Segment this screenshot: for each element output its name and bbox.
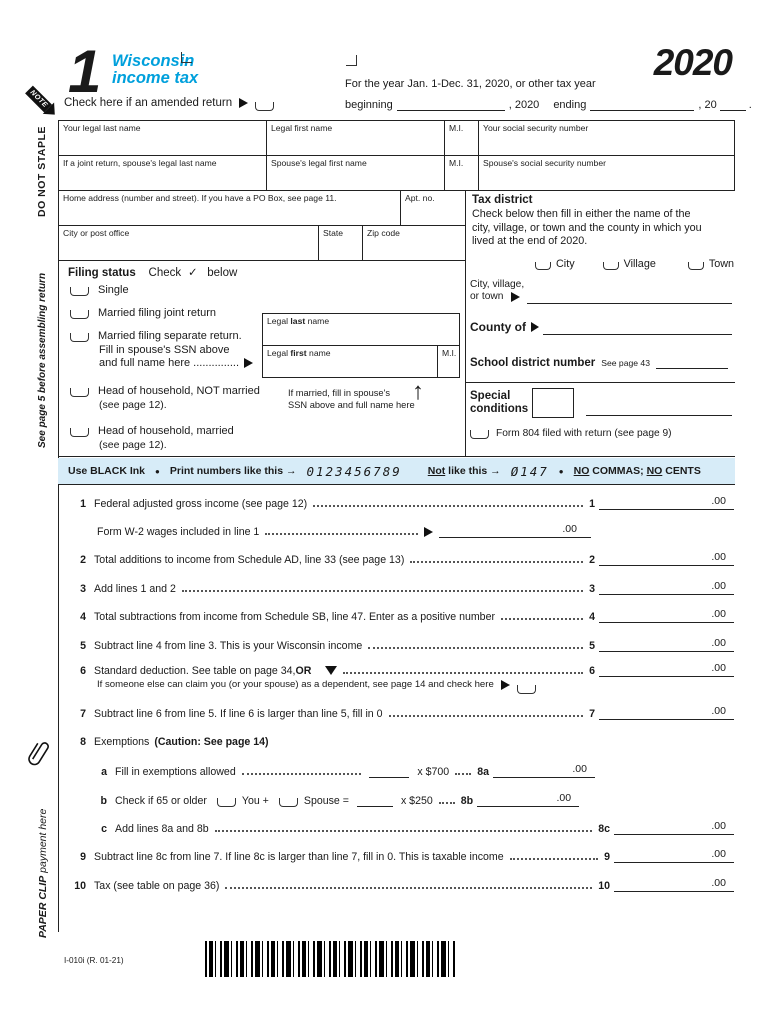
form-804-row: Form 804 filed with return (see page 9) xyxy=(470,428,672,439)
dot-leader xyxy=(265,533,418,535)
married-separate-checkbox[interactable] xyxy=(70,333,89,342)
line-w2-row: Form W-2 wages included in line 1 .00 xyxy=(97,523,591,538)
spouse-box-mi-field[interactable]: M.I. xyxy=(442,348,457,358)
line-8c-row: c Add lines 8a and 8b 8c .00 xyxy=(97,820,734,835)
pointer-right-icon xyxy=(531,322,539,332)
line-8a-amount-field[interactable]: .00 xyxy=(493,763,595,778)
dot-leader xyxy=(410,561,583,563)
line-8a-row: a Fill in exemptions allowed x $700 8a .00 xyxy=(97,763,595,778)
line-8b-row: b Check if 65 or older You + Spouse = x $250 8b .00 xyxy=(97,792,595,807)
status-hoh1-note: (see page 12). xyxy=(99,399,167,411)
spouse-last-name-field[interactable]: If a joint return, spouse's legal last name xyxy=(63,158,217,168)
dot-leader xyxy=(225,887,592,889)
sample-digits: 0123456789 xyxy=(306,463,402,479)
spouse-first-name-field[interactable]: Spouse's legal first name xyxy=(271,158,367,168)
dot-leader xyxy=(455,773,471,775)
line-3-row: 3 Add lines 1 and 2 3 .00 xyxy=(70,580,734,595)
pointer-right-icon xyxy=(424,527,433,537)
married-joint-checkbox[interactable] xyxy=(70,310,89,319)
pointer-right-icon xyxy=(511,292,520,302)
line-6-row: 6 Standard deduction. See table on page 34, OR 6 .00 xyxy=(70,662,734,677)
amended-return-checkbox[interactable] xyxy=(255,102,274,111)
corner-mark-right xyxy=(346,55,357,66)
triangle-down-icon xyxy=(325,666,337,675)
dot-leader xyxy=(182,590,583,592)
pointer-right-icon xyxy=(501,680,510,690)
paperclip-icon xyxy=(25,736,54,770)
last-name-field[interactable]: Your legal last name xyxy=(63,123,141,133)
apt-no-field[interactable]: Apt. no. xyxy=(405,193,435,203)
dot-leader xyxy=(501,618,583,620)
line-1-row: 1 Federal adjusted gross income (see page 12) 1 .00 xyxy=(70,495,734,510)
cvt-label: City, village, or town xyxy=(470,279,525,302)
spouse-box-last-field[interactable]: Legal last name xyxy=(267,316,330,326)
district-village-checkbox[interactable] xyxy=(603,262,619,270)
form-804-checkbox[interactable] xyxy=(470,430,489,439)
first-name-field[interactable]: Legal first name xyxy=(271,123,333,133)
pointer-right-icon xyxy=(239,98,248,108)
line-4-amount-field[interactable]: .00 xyxy=(599,608,734,623)
w2-wages-field[interactable]: .00 xyxy=(439,523,591,538)
status-hoh2-row: Head of household, married xyxy=(70,425,234,437)
ssn-field[interactable]: Your social security number xyxy=(483,123,589,133)
form-left-border xyxy=(58,120,59,932)
line-9-row: 9 Subtract line 8c from line 7. If line 8c is larger than line 7, fill in 0. This is taxable income 9 .00 xyxy=(70,848,734,863)
city-field[interactable]: City or post office xyxy=(63,228,130,238)
district-type-row: City Village Town xyxy=(535,258,734,270)
county-field[interactable] xyxy=(543,322,732,335)
line-5-amount-field[interactable]: .00 xyxy=(599,637,734,652)
spouse-mi-field[interactable]: M.I. xyxy=(449,158,464,168)
spouse-box-first-field[interactable]: Legal first name xyxy=(267,348,331,358)
line-7-amount-field[interactable]: .00 xyxy=(599,705,734,720)
county-row: County of xyxy=(470,320,539,334)
mi-field[interactable]: M.I. xyxy=(449,123,464,133)
hoh-married-checkbox[interactable] xyxy=(70,428,89,437)
age-65-spouse-checkbox[interactable] xyxy=(279,798,298,807)
married-fill-note: If married, fill in spouse's SSN above and full name here xyxy=(288,388,415,410)
line-5-row: 5 Subtract line 4 from line 3. This is your Wisconsin income 5 .00 xyxy=(70,637,734,652)
filing-status-title-row: Filing status Check ✓ below xyxy=(68,267,238,279)
up-arrow-icon: ↑ xyxy=(412,378,424,405)
beginning-date-field[interactable] xyxy=(397,98,505,111)
line-9-amount-field[interactable]: .00 xyxy=(614,848,734,863)
special-conditions-box[interactable] xyxy=(532,388,574,418)
dot-leader xyxy=(510,858,598,860)
hoh-not-married-checkbox[interactable] xyxy=(70,388,89,397)
tax-year: 2020 xyxy=(653,42,732,83)
special-conditions-field[interactable] xyxy=(586,403,732,416)
line-2-amount-field[interactable]: .00 xyxy=(599,551,734,566)
assembling-note-label: See page 5 before assembling return xyxy=(37,272,48,448)
line-4-row: 4 Total subtractions from income from Schedule SB, line 47. Enter as a positive number 4 .00 xyxy=(70,608,734,623)
line-8-row: 8 Exemptions (Caution: See page 14) xyxy=(80,736,269,748)
status-mfs-line3: and full name here ............... xyxy=(99,357,253,369)
school-district-row: School district number See page 43 xyxy=(470,356,728,369)
status-hoh2-note: (see page 12). xyxy=(99,439,167,451)
state-field[interactable]: State xyxy=(323,228,344,238)
paperclip-payment-label: PAPER CLIP payment here xyxy=(37,808,49,938)
status-mfs-line2: Fill in spouse's SSN above xyxy=(99,344,230,356)
beginning-label: beginning xyxy=(345,99,393,111)
age-65-count-field[interactable] xyxy=(357,794,393,807)
form-number: 1 xyxy=(68,38,102,105)
period-text: For the year Jan. 1-Dec. 31, 2020, or other tax year xyxy=(345,78,596,90)
ending-label: ending xyxy=(553,99,587,111)
line-6-amount-field[interactable]: .00 xyxy=(599,662,734,677)
dot-leader xyxy=(389,715,584,717)
cvt-name-field[interactable] xyxy=(527,291,732,304)
note-arrow xyxy=(22,80,66,124)
tax-district-desc: Check below then fill in either the name of the city, village, or town and the county in which you lived at the end of 2020. xyxy=(472,208,702,247)
tax-district-title: Tax district xyxy=(472,194,533,206)
line-8c-amount-field[interactable]: .00 xyxy=(614,820,734,835)
district-city-checkbox[interactable] xyxy=(535,262,551,270)
zip-field[interactable]: Zip code xyxy=(367,228,400,238)
line-10-row: 10 Tax (see table on page 36) 10 .00 xyxy=(66,877,734,892)
status-mfs-row: Married filing separate return. xyxy=(70,330,242,342)
ending-date-field[interactable] xyxy=(590,98,694,111)
age-65-you-checkbox[interactable] xyxy=(217,798,236,807)
dot-leader xyxy=(215,830,593,832)
line-3-amount-field[interactable]: .00 xyxy=(599,580,734,595)
single-checkbox[interactable] xyxy=(70,287,89,296)
amended-return-row xyxy=(64,97,274,109)
form-code: I-010i (R. 01-21) xyxy=(64,956,124,965)
school-district-field[interactable] xyxy=(656,356,728,369)
bullet-icon: ● xyxy=(558,466,564,476)
dot-leader xyxy=(439,802,455,804)
dependent-checkbox[interactable] xyxy=(517,685,536,694)
status-single-row: Single xyxy=(70,284,129,296)
checkmark-icon: ✓ xyxy=(187,267,198,279)
status-mfj-row: Married filing joint return xyxy=(70,307,216,319)
status-hoh1-row: Head of household, NOT married xyxy=(70,385,260,397)
period-row: beginning , 2020 ending , 20 . xyxy=(345,99,752,111)
dot-leader xyxy=(313,505,583,507)
home-address-field[interactable]: Home address (number and street). If you have a PO Box, see page 11. xyxy=(63,193,337,203)
line-6-dependent-row: If someone else can claim you (or your spouse) as a dependent, see page 14 and check here xyxy=(97,679,536,690)
exemptions-count-field[interactable] xyxy=(369,765,409,778)
amended-return-label: Check here if an amended return xyxy=(64,97,233,109)
corner-mark-left xyxy=(181,52,192,63)
pointer-right-icon xyxy=(244,358,253,368)
spouse-ssn-field[interactable]: Spouse's social security number xyxy=(483,158,606,168)
line-7-row: 7 Subtract line 6 from line 5. If line 6 is larger than line 5, fill in 0 7 .00 xyxy=(70,705,734,720)
bullet-icon: ● xyxy=(155,466,160,476)
note-label: NOTE xyxy=(25,85,52,112)
bad-digits: Ø147 xyxy=(510,463,549,479)
form-title: Wisconsin income tax xyxy=(112,52,199,87)
dot-leader xyxy=(242,773,362,775)
ink-instruction-bar: Use BLACK Ink ● Print numbers like this → 0123456789 Not like this → Ø147 ● NO COMMAS; NO CENTS xyxy=(58,458,735,485)
dot-leader xyxy=(343,672,583,674)
district-town-checkbox[interactable] xyxy=(688,262,704,270)
line-10-amount-field[interactable]: .00 xyxy=(614,877,734,892)
barcode xyxy=(205,941,457,977)
line-1-amount-field[interactable]: .00 xyxy=(599,495,734,510)
special-conditions-label: Special conditions xyxy=(470,390,529,415)
line-8b-amount-field[interactable]: .00 xyxy=(477,792,579,807)
dot-leader xyxy=(368,647,583,649)
ending-year-field[interactable] xyxy=(720,98,746,111)
do-not-staple-label: DO NOT STAPLE xyxy=(36,126,48,217)
line-2-row: 2 Total additions to income from Schedule AD, line 33 (see page 13) 2 .00 xyxy=(70,551,734,566)
